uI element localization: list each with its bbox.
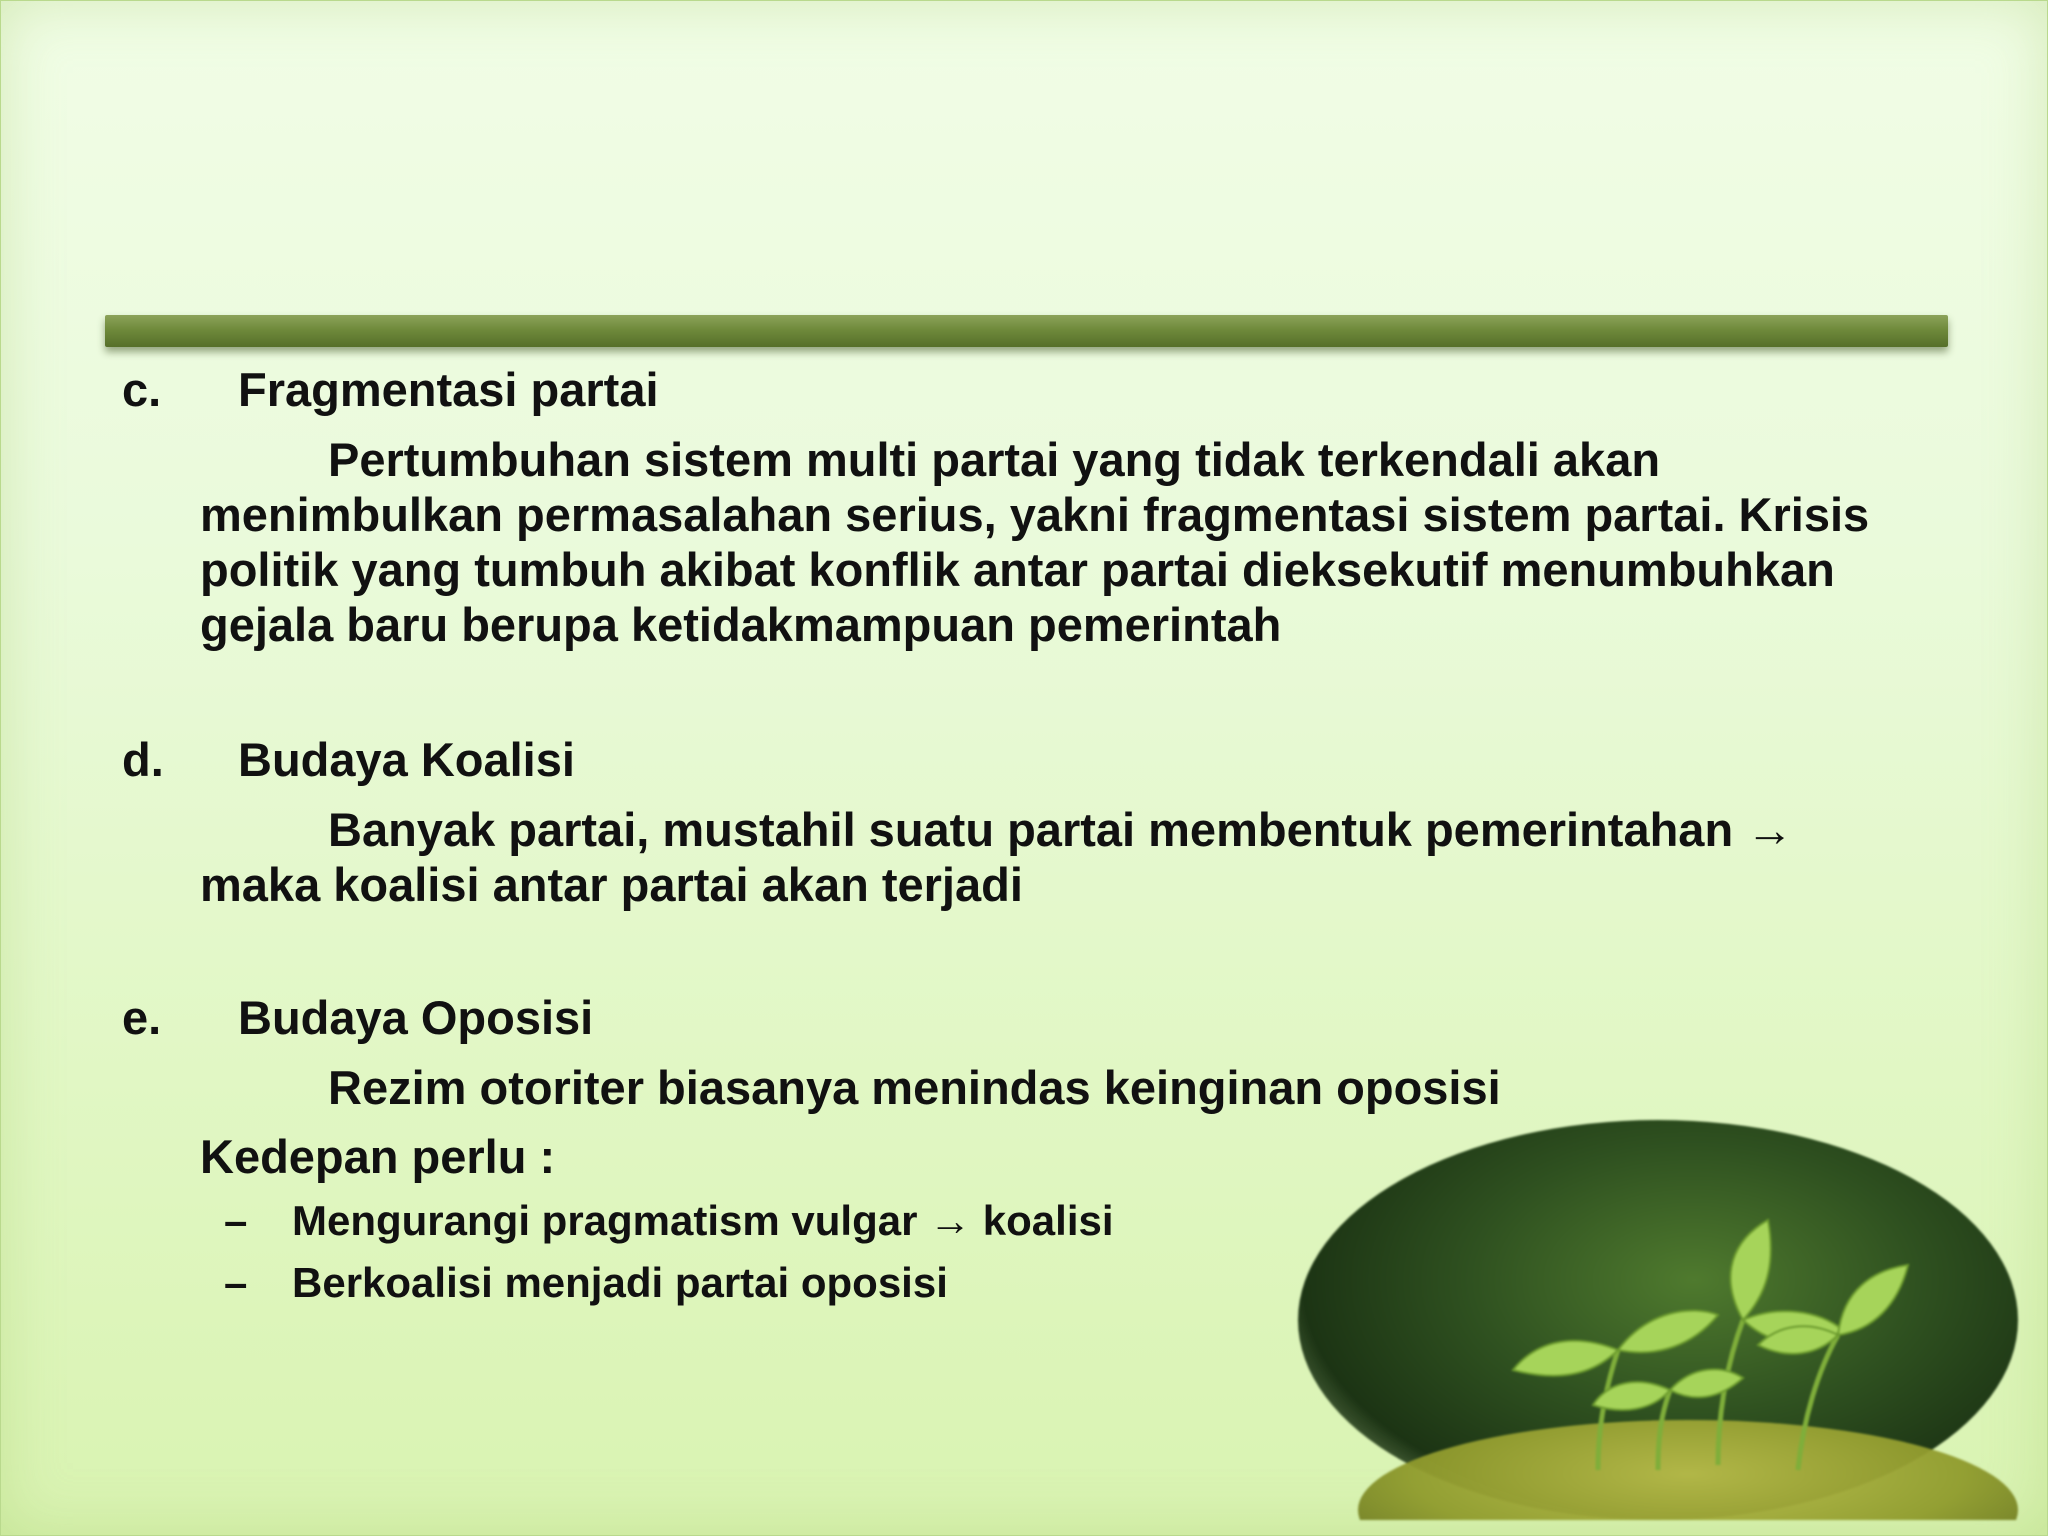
- section-c-marker: c.: [122, 363, 162, 416]
- section-e-title: Budaya Oposisi: [238, 991, 594, 1044]
- seedling-illustration: [1298, 1120, 2018, 1520]
- section-e-subheading: Kedepan perlu :: [200, 1130, 556, 1183]
- bullet-text: Berkoalisi menjadi partai oposisi: [292, 1259, 948, 1306]
- bullet-dash: –: [224, 1197, 248, 1244]
- section-c-body: Pertumbuhan sistem multi partai yang tidak terkendali akan menimbulkan permasalahan serius, yakni fragmentasi sistem partai. Krisis politik yang tumbuh akibat konflik antar partai dieksekutif menumbuhkan gejala baru berupa ketidakmampuan pemerintah: [200, 433, 1870, 651]
- section-d-marker: d.: [122, 733, 164, 786]
- section-d-title: Budaya Koalisi: [238, 733, 575, 786]
- section-d-body: Banyak partai, mustahil suatu partai membentuk pemerintahan → maka koalisi antar partai akan terjadi: [200, 803, 1794, 911]
- section-e-body: Rezim otoriter biasanya menindas keinginan oposisi: [328, 1061, 1501, 1114]
- bullet-dash: –: [224, 1259, 248, 1306]
- section-c-title: Fragmentasi partai: [238, 363, 659, 416]
- section-e-marker: e.: [122, 991, 162, 1044]
- bullet-text: Mengurangi pragmatism vulgar → koalisi: [292, 1197, 1114, 1244]
- seedling-image: [1298, 1120, 2018, 1520]
